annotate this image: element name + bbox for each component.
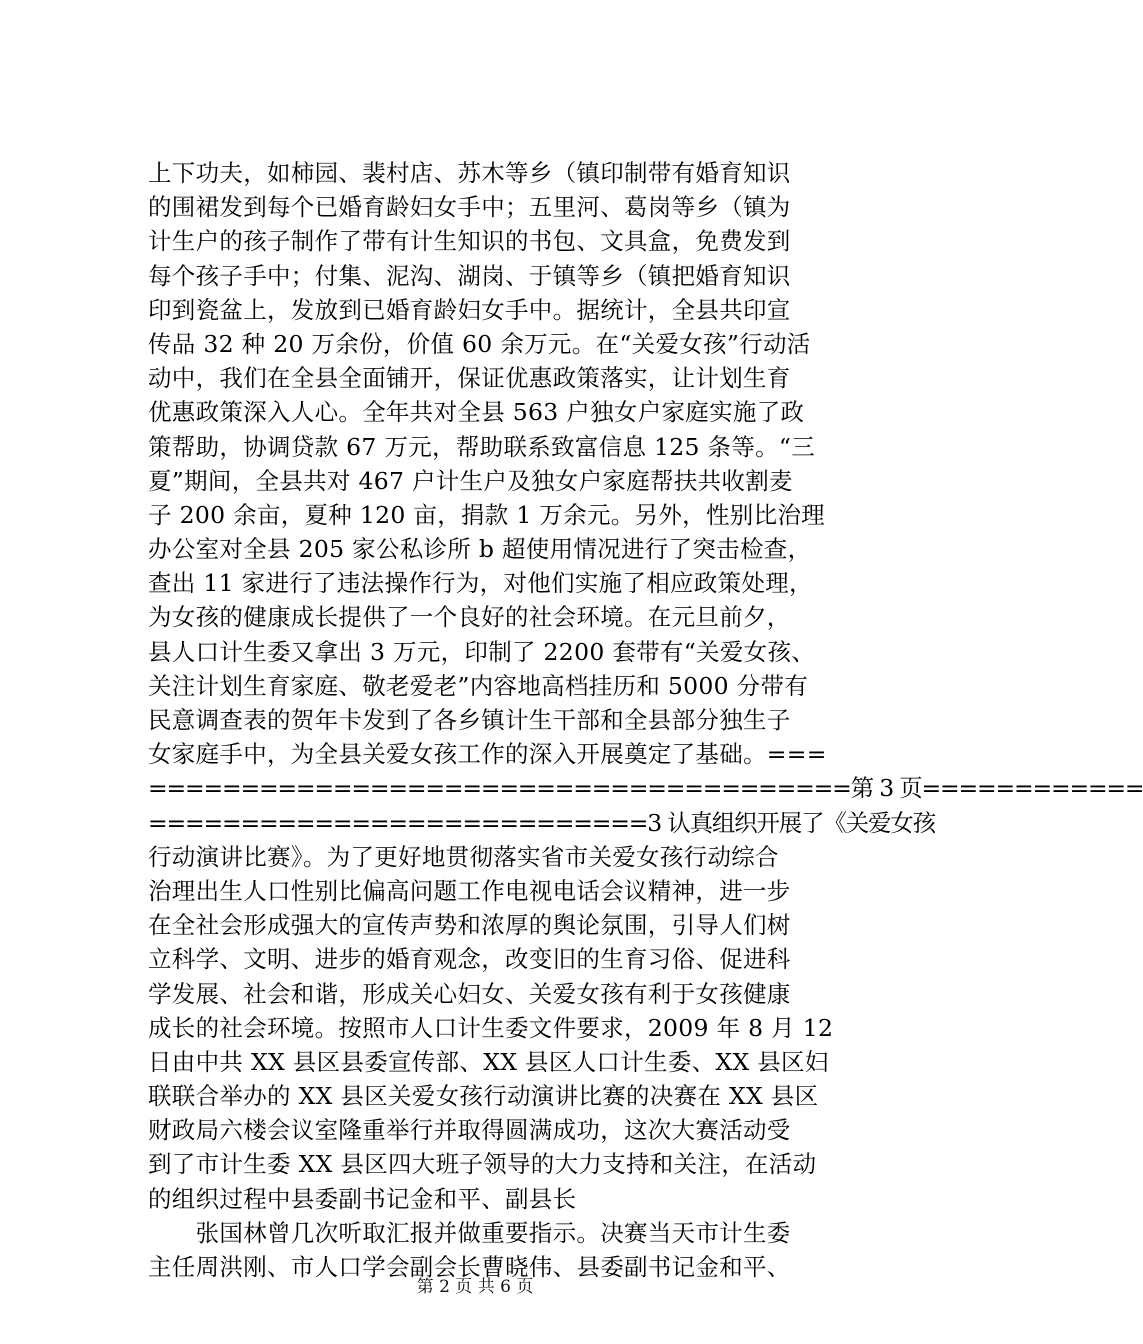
- text-line: 张国林曾几次听取汇报并做重要指示。决赛当天市计生委: [148, 1218, 791, 1247]
- text-line: 查出 11 家进行了违法操作行为，对他们实施了相应政策处理，: [148, 569, 813, 598]
- text-line: 策帮助，协调贷款 67 万元，帮助联系致富信息 125 条等。“三: [148, 432, 816, 461]
- text-line: 的围裙发到每个已婚育龄妇女手中；五里河、葛岗等乡（镇为: [148, 193, 791, 222]
- text-line: 夏”期间，全县共对 467 户计生户及独女户家庭帮扶共收割麦: [148, 466, 793, 495]
- text-line: 子 200 余亩，夏种 120 亩，捐款 1 万余元。另外，性别比治理: [148, 500, 825, 529]
- page-number-footer: 第 2 页 共 6 页: [416, 1277, 534, 1297]
- text-line: 每个孩子手中；付集、泥沟、湖岗、于镇等乡（镇把婚育知识: [148, 261, 791, 290]
- text-line: 成长的社会环境。按照市人口计生委文件要求，2009 年 8 月 12: [148, 1013, 834, 1042]
- text-line: 在全社会形成强大的宣传声势和浓厚的舆论氛围，引导人们树: [148, 911, 791, 940]
- text-line: 县人口计生委又拿出 3 万元，印制了 2200 套带有“关爱女孩、: [148, 637, 816, 666]
- text-line: 民意调查表的贺年卡发到了各乡镇计生干部和全县部分独生子: [148, 706, 791, 734]
- document-body: [148, 156, 1143, 1284]
- text-line: 日由中共 XX 县区县委宣传部、XX 县区人口计生委、XX 县区妇: [148, 1047, 829, 1076]
- text-line: 关注计划生育家庭、敬老爱老”内容地高档挂历和 5000 分带有: [148, 671, 809, 700]
- text-line: 到了市计生委 XX 县区四大班子领导的大力支持和关注，在活动: [148, 1150, 817, 1179]
- text-line: 办公室对全县 205 家公私诊所 b 超使用情况进行了突击检查，: [148, 535, 812, 564]
- text-line: 学发展、社会和谐，形成关心妇女、关爱女孩有利于女孩健康: [148, 979, 791, 1008]
- text-line: 行动演讲比赛》。为了更好地贯彻落实省市关爱女孩行动综合: [148, 842, 779, 871]
- page-separator-line: ===========================3 认真组织开展了《关爱女孩: [148, 808, 935, 837]
- text-line: 上下功夫，如柿园、裴村店、苏木等乡（镇印制带有婚育知识: [148, 159, 791, 187]
- text-line: 为女孩的健康成长提供了一个良好的社会环境。在元旦前夕，: [148, 603, 791, 632]
- text-line: 印到瓷盆上，发放到已婚育龄妇女手中。据统计，全县共印宣: [148, 295, 791, 324]
- page-separator-line: ======================================第 3 页============: [148, 774, 1143, 803]
- text-line: 主任周洪刚、市人口学会副会长曹晓伟、县委副书记金和平、: [148, 1253, 791, 1281]
- text-line: 传品 32 种 20 万余份，价值 60 余万元。在“关爱女孩”行动活: [148, 329, 811, 358]
- text-line: 联联合举办的 XX 县区关爱女孩行动演讲比赛的决赛在 XX 县区: [148, 1082, 819, 1111]
- text-line: 计生户的孩子制作了带有计生知识的书包、文具盒，免费发到: [148, 227, 791, 256]
- text-line: 优惠政策深入人心。全年共对全县 563 户独女户家庭实施了政: [148, 398, 805, 427]
- text-line: 女家庭手中，为全县关爱女孩工作的深入开展奠定了基础。===: [148, 740, 827, 769]
- text-line: 动中，我们在全县全面铺开，保证优惠政策落实，让计划生育: [148, 364, 791, 393]
- text-line: 财政局六楼会议室隆重举行并取得圆满成功，这次大赛活动受: [148, 1116, 791, 1145]
- text-line: 立科学、文明、进步的婚育观念，改变旧的生育习俗、促进科: [148, 945, 791, 974]
- text-line: 的组织过程中县委副书记金和平、副县长: [148, 1184, 577, 1213]
- text-line: 治理出生人口性别比偏高问题工作电视电话会议精神，进一步: [148, 876, 791, 905]
